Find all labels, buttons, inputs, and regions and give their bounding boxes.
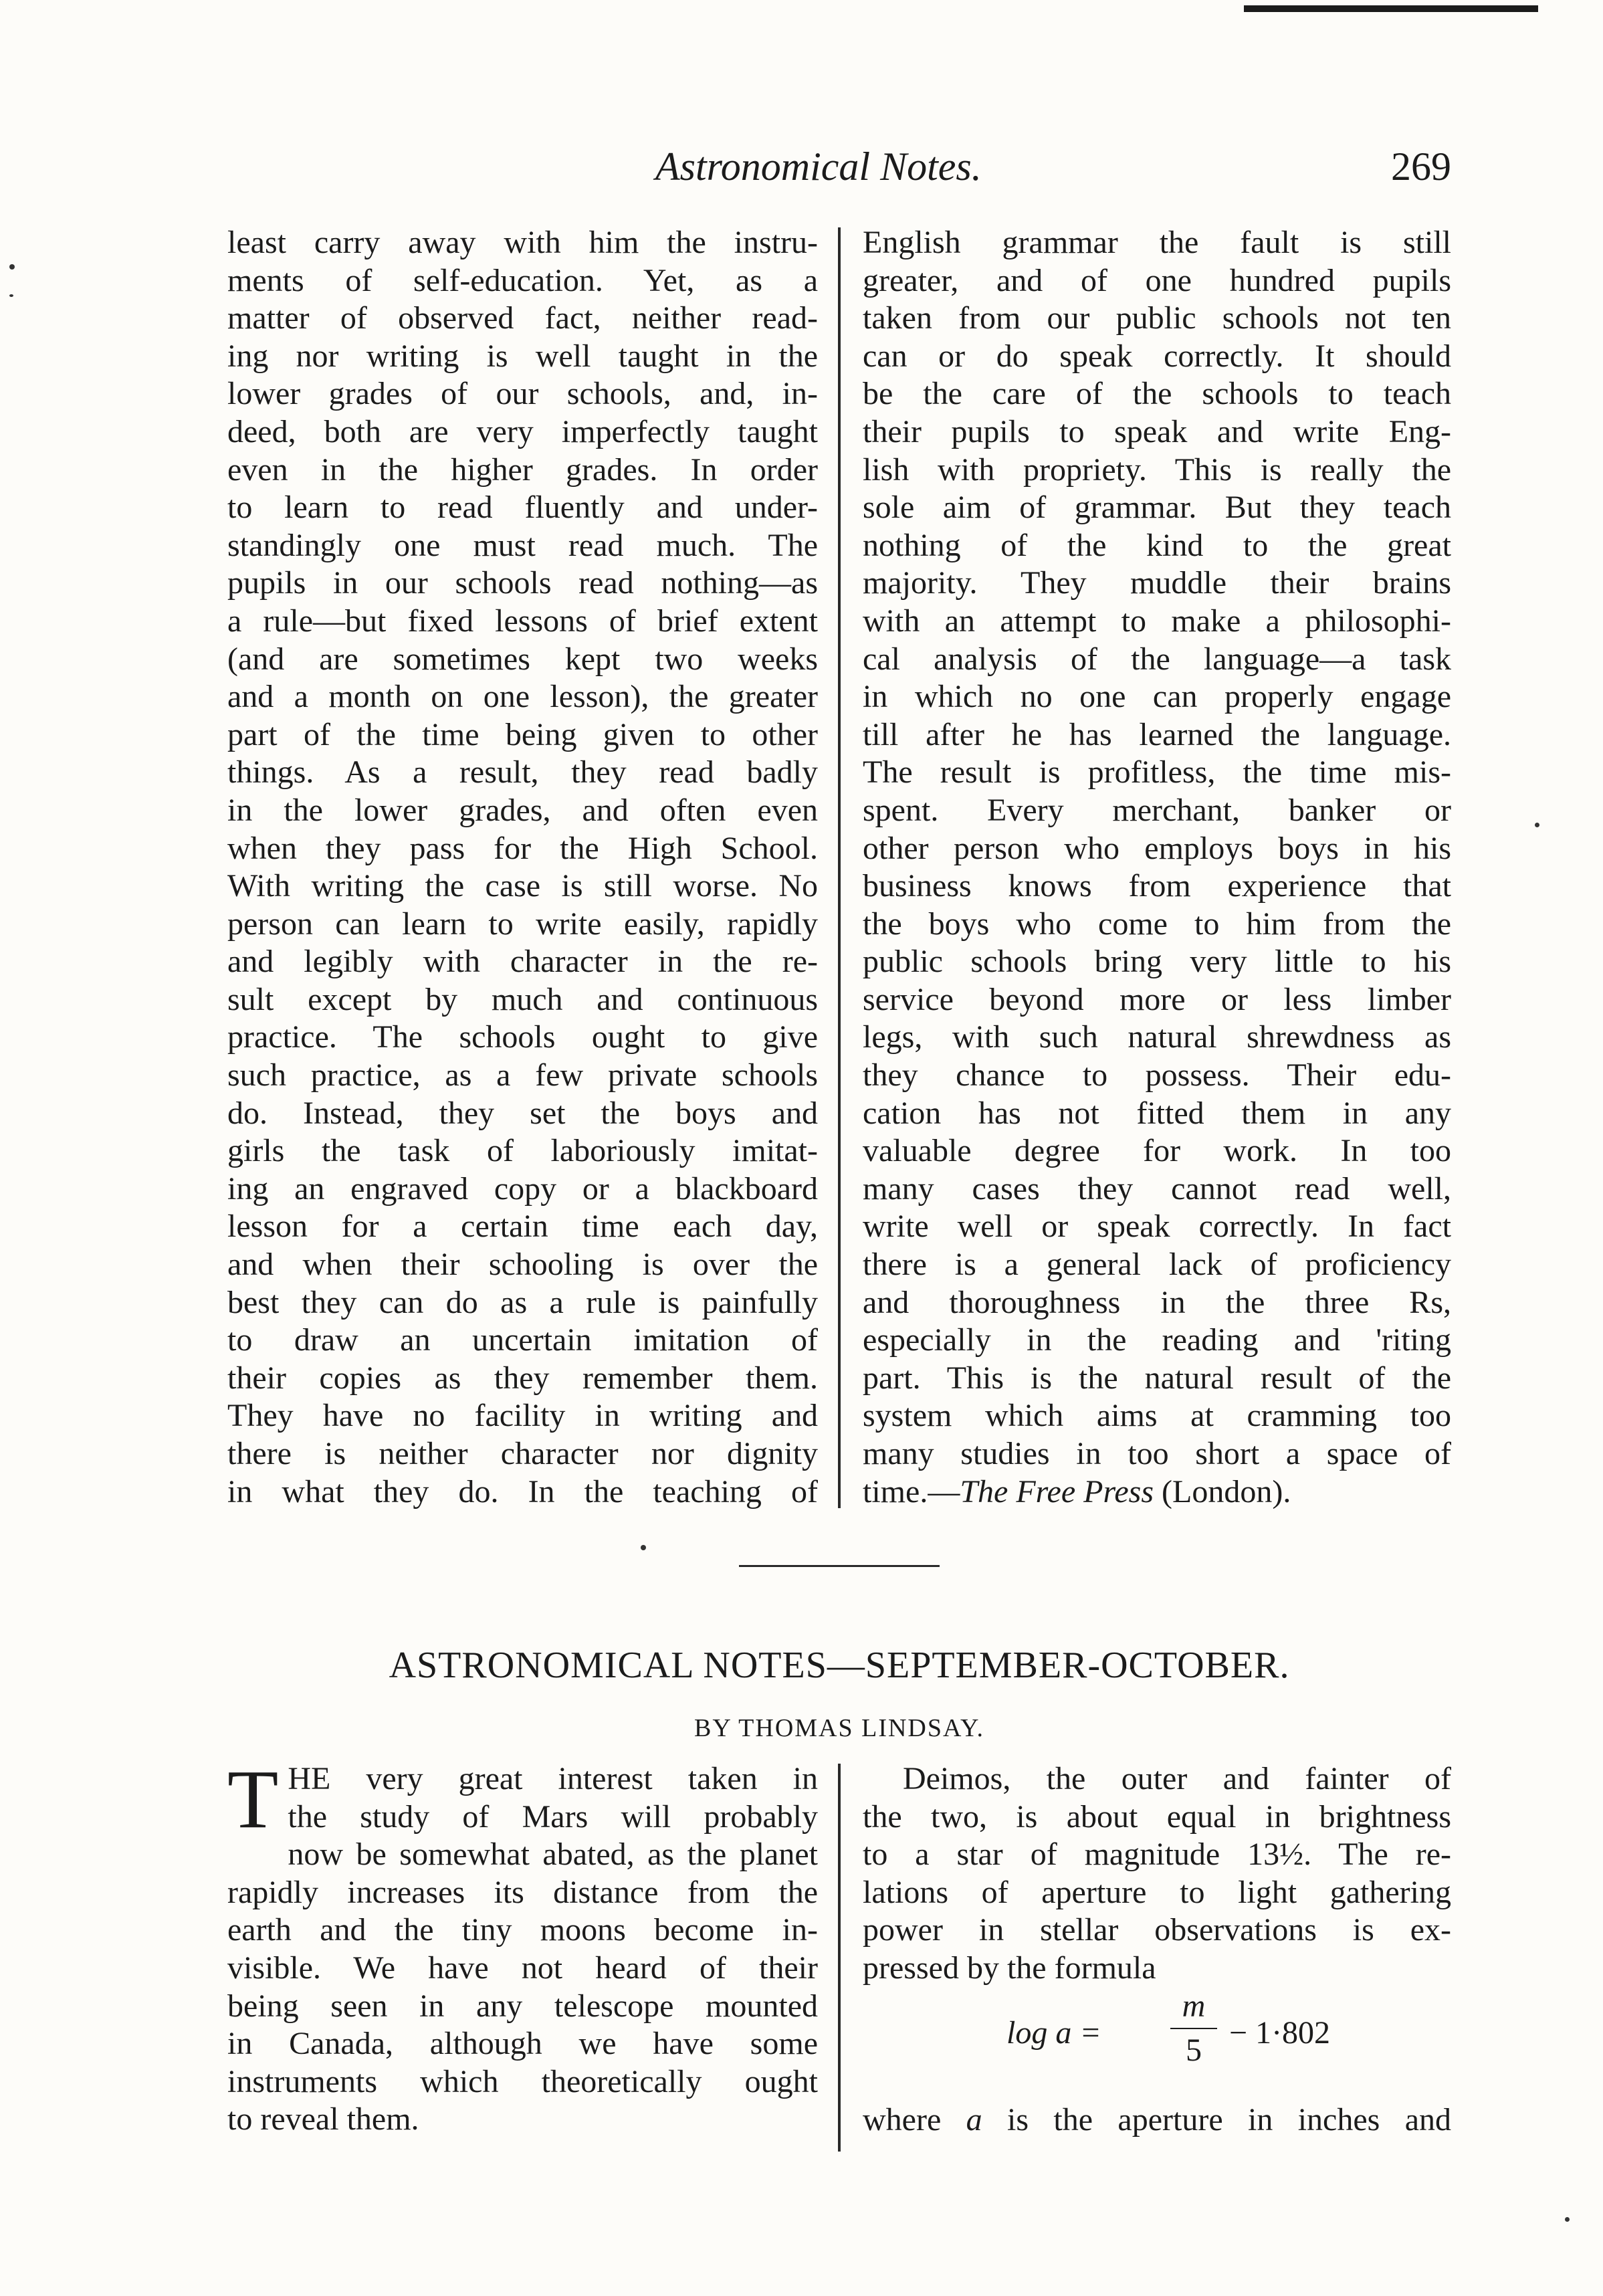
text-line: and when their schooling is over the (227, 1247, 818, 1283)
scan-speck (9, 294, 13, 297)
text-line: there is a general lack of proficiency (863, 1247, 1451, 1283)
text-line: person can learn to write easily, rapidly (227, 906, 818, 942)
text-line: when they pass for the High School. (227, 830, 818, 866)
text-line: the two, is about equal in brightness (863, 1798, 1451, 1835)
text-line: other person who employs boys in his (863, 830, 1451, 866)
page-number: 269 (1391, 144, 1451, 189)
fraction-bar (1170, 2028, 1217, 2029)
text-line: majority. They muddle their brains (863, 565, 1451, 601)
formula-fraction (1170, 1988, 1217, 2069)
scan-speck (1535, 823, 1539, 827)
text-line: such practice, as a few private schools (227, 1057, 818, 1093)
text-line: they chance to possess. Their edu- (863, 1057, 1451, 1093)
text-line: and a month on one lesson), the greater (227, 679, 818, 715)
text-line: cal analysis of the language—a task (863, 641, 1451, 677)
text-line: earth and the tiny moons become in- (227, 1912, 818, 1948)
text-line: their copies as they remember them. (227, 1360, 818, 1396)
text-line: ing an engraved copy or a blackboard (227, 1170, 818, 1207)
text-line: taken from our public schools not ten (863, 300, 1451, 336)
text-line: pupils in our schools read nothing—as (227, 565, 818, 601)
text-line (863, 2101, 1451, 2140)
article-column-1 (227, 1754, 818, 2139)
text-line: power in stellar observations is ex- (863, 1912, 1451, 1948)
text-line: valuable degree for work. In too (863, 1133, 1451, 1169)
text-line: cation has not fitted them in any (863, 1095, 1451, 1131)
previous-article-column-1 (227, 224, 818, 1511)
text-line: being seen in any telescope mounted (227, 1988, 818, 2024)
text-line: matter of observed fact, neither read- (227, 300, 818, 336)
text-fragment: where (863, 2101, 966, 2137)
article-separator-rule (739, 1565, 940, 1567)
credit-prefix: time.— (863, 1473, 960, 1509)
running-head: Astronomical Notes. (655, 144, 982, 189)
column-divider (838, 227, 841, 1508)
text-line: till after he has learned the language. (863, 716, 1451, 752)
text-line: ments of self-education. Yet, as a (227, 262, 818, 298)
text-line: system which aims at cramming too (863, 1398, 1451, 1434)
column-divider (838, 1764, 841, 2152)
text-line: sole aim of grammar. But they teach (863, 490, 1451, 526)
text-line: a rule—but fixed lessons of brief extent (227, 603, 818, 639)
text-line: public schools bring very little to his (863, 944, 1451, 980)
text-line: least carry away with him the instru- (227, 225, 818, 260)
source-credit-line (863, 1473, 1451, 1511)
drop-cap: T (227, 1754, 279, 1846)
aperture-formula (863, 1988, 1451, 2101)
text-line: business knows from experience that (863, 868, 1451, 904)
text-line: visible. We have not heard of their (227, 1950, 818, 1986)
page-header (227, 144, 1451, 197)
text-line: write well or speak correctly. In fact (863, 1209, 1451, 1245)
source-publication: The Free Press (960, 1473, 1154, 1509)
text-line: service beyond more or less limber (863, 981, 1451, 1017)
text-line: They have no facility in writing and (227, 1398, 818, 1434)
text-line: instruments which theoretically ought (227, 2063, 818, 2099)
text-line: to reveal them. (227, 2101, 419, 2137)
text-line: many cases they cannot read well, (863, 1170, 1451, 1207)
text-line: there is neither character nor dignity (227, 1436, 818, 1471)
text-line: ing nor writing is well taught in the (227, 338, 818, 374)
text-line: with an attempt to make a philosophi- (863, 603, 1451, 639)
text-line: pressed by the formula (863, 1950, 1156, 1986)
text-line: the boys who come to him from the (863, 906, 1451, 942)
text-line: girls the task of laboriously imitat- (227, 1133, 818, 1169)
formula-numerator: m (1182, 1988, 1206, 2024)
text-line: lower grades of our schools, and, in- (227, 376, 818, 412)
text-line: (and are sometimes kept two weeks (227, 641, 818, 677)
text-line: greater, and of one hundred pupils (863, 262, 1451, 298)
text-line: many studies in too short a space of (863, 1436, 1451, 1471)
text-line: and thoroughness in the three Rs, (863, 1284, 1451, 1320)
text-line: in Canada, although we have some (227, 2026, 818, 2062)
text-line: best they can do as a rule is painfully (227, 1284, 818, 1320)
credit-suffix: (London). (1154, 1473, 1291, 1509)
article-title: ASTRONOMICAL NOTES—SEPTEMBER-OCTOBER. (389, 1645, 1290, 1686)
scan-speck (641, 1545, 646, 1550)
previous-article-column-2 (863, 224, 1451, 1511)
scan-speck (9, 264, 15, 270)
text-line: lesson for a certain time each day, (227, 1209, 818, 1245)
formula-denominator: 5 (1186, 2032, 1202, 2068)
text-line: lations of aperture to light gathering (863, 1874, 1451, 1910)
text-line: the study of Mars will probably (288, 1798, 818, 1835)
scan-speck (1565, 2217, 1570, 2222)
formula-rhs: − 1·802 (1229, 2014, 1331, 2051)
text-line: part. This is the natural result of the (863, 1360, 1451, 1396)
text-line: lish with propriety. This is really the (863, 451, 1451, 488)
top-rule (1244, 5, 1538, 12)
text-line: and legibly with character in the re- (227, 944, 818, 980)
text-line: rapidly increases its distance from the (227, 1874, 818, 1910)
text-line: do. Instead, they set the boys and (227, 1095, 818, 1131)
text-line: to learn to read fluently and under- (227, 490, 818, 526)
text-line: can or do speak correctly. It should (863, 338, 1451, 374)
text-line: sult except by much and continuous (227, 981, 818, 1017)
text-line: in which no one can properly engage (863, 679, 1451, 715)
text-line: in what they do. In the teaching of (227, 1473, 818, 1509)
text-line: The result is profitless, the time mis- (863, 754, 1451, 791)
text-line: legs, with such natural shrewdness as (863, 1019, 1451, 1055)
text-line: Deimos, the outer and fainter of (903, 1761, 1451, 1796)
text-line: now be somewhat abated, as the planet (288, 1837, 818, 1873)
text-fragment: is the aperture in inches and (982, 2101, 1452, 2137)
article-column-2 (863, 1760, 1451, 2139)
text-line: practice. The schools ought to give (227, 1019, 818, 1055)
text-line: HE very great interest taken in (288, 1761, 818, 1796)
text-line: their pupils to speak and write Eng- (863, 413, 1451, 449)
text-line: deed, both are very imperfectly taught (227, 413, 818, 449)
text-line: standingly one must read much. The (227, 527, 818, 563)
text-line: things. As a result, they read badly (227, 754, 818, 791)
text-line: to draw an uncertain imitation of (227, 1322, 818, 1358)
text-line: English grammar the fault is still (863, 225, 1451, 260)
text-line: to a star of magnitude 13½. The re- (863, 1837, 1451, 1873)
text-line: With writing the case is still worse. No (227, 868, 818, 904)
formula-lhs: log a = (1006, 2014, 1101, 2051)
formula-variable: a (966, 2101, 982, 2137)
text-line: especially in the reading and 'riting (863, 1322, 1451, 1358)
text-line: be the care of the schools to teach (863, 376, 1451, 412)
text-line: spent. Every merchant, banker or (863, 792, 1451, 828)
text-line: part of the time being given to other (227, 716, 818, 752)
article-byline: BY THOMAS LINDSAY. (693, 1714, 985, 1742)
text-line: even in the higher grades. In order (227, 451, 818, 488)
text-line: nothing of the kind to the great (863, 527, 1451, 563)
text-line: in the lower grades, and often even (227, 792, 818, 828)
